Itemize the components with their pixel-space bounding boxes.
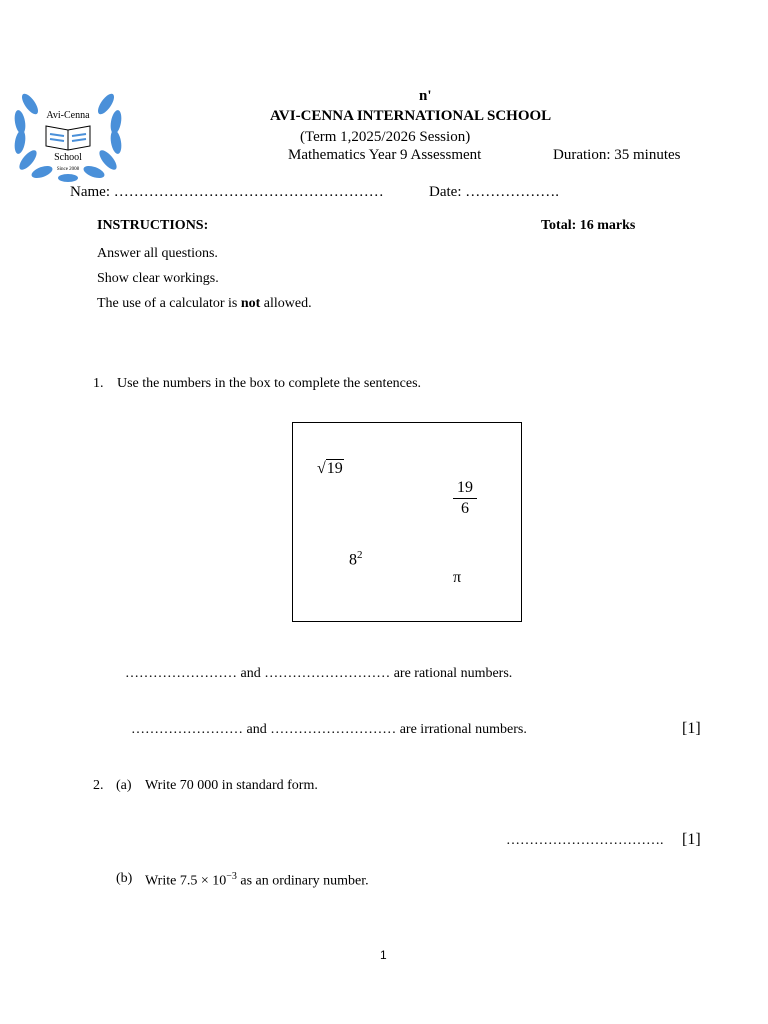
- open-book-icon: [46, 126, 90, 150]
- q2a-text: Write 70 000 in standard form.: [145, 778, 318, 793]
- logo-name: Avi-Cenna: [46, 110, 90, 121]
- q1-marks: [1]: [682, 720, 701, 737]
- header-mark: n': [419, 88, 432, 104]
- q2a-label: (a): [116, 778, 132, 793]
- page-number: 1: [380, 948, 387, 962]
- q1-text: Use the numbers in the box to complete the sentences.: [117, 376, 422, 391]
- q2a-answer-line[interactable]: …………………………….: [506, 833, 664, 848]
- instruction-line-1: Answer all questions.: [97, 246, 218, 261]
- power-8-2: $8^2$: [349, 549, 363, 569]
- instruction-line-2: Show clear workings.: [97, 271, 219, 286]
- q2-number: 2.: [93, 778, 104, 793]
- school-title: AVI-CENNA INTERNATIONAL SCHOOL: [270, 108, 552, 124]
- pi-symbol: π: [453, 569, 462, 586]
- irrational-answer-line[interactable]: …………………… and ……………………… are irrational numbers.: [131, 722, 527, 737]
- q2a-marks: [1]: [682, 831, 701, 848]
- duration-text: Duration: 35 minutes: [553, 147, 681, 163]
- session-text: (Term 1,2025/2026 Session): [300, 129, 471, 145]
- logo-since: Since 2008: [56, 167, 80, 172]
- name-field[interactable]: Name: ………………………………………………: [70, 184, 384, 200]
- number-box: [292, 422, 522, 622]
- fraction-19-6: $\frac{19}{6}$: [453, 479, 477, 518]
- rational-answer-line[interactable]: …………………… and ……………………… are rational numbers.: [125, 666, 513, 681]
- q2b-expression: 7.5 × 10: [179, 873, 227, 889]
- sqrt-19: √19: [317, 460, 343, 477]
- date-field[interactable]: Date: ……………….: [429, 184, 559, 200]
- q1-number: 1.: [93, 376, 104, 391]
- logo-school: School: [54, 152, 82, 163]
- q2b-text: Write $7.5 \times 10^{-3}$ as an ordinary number.: [145, 871, 369, 889]
- q2b-label: (b): [116, 871, 133, 886]
- total-marks: Total: 16 marks: [541, 218, 636, 233]
- instruction-line-3: The use of a calculator is not allowed.: [97, 296, 312, 311]
- school-logo: [10, 84, 126, 184]
- emphasis-not: not: [240, 296, 261, 311]
- instructions-heading: INSTRUCTIONS:: [97, 218, 209, 233]
- subject-text: Mathematics Year 9 Assessment: [288, 147, 482, 163]
